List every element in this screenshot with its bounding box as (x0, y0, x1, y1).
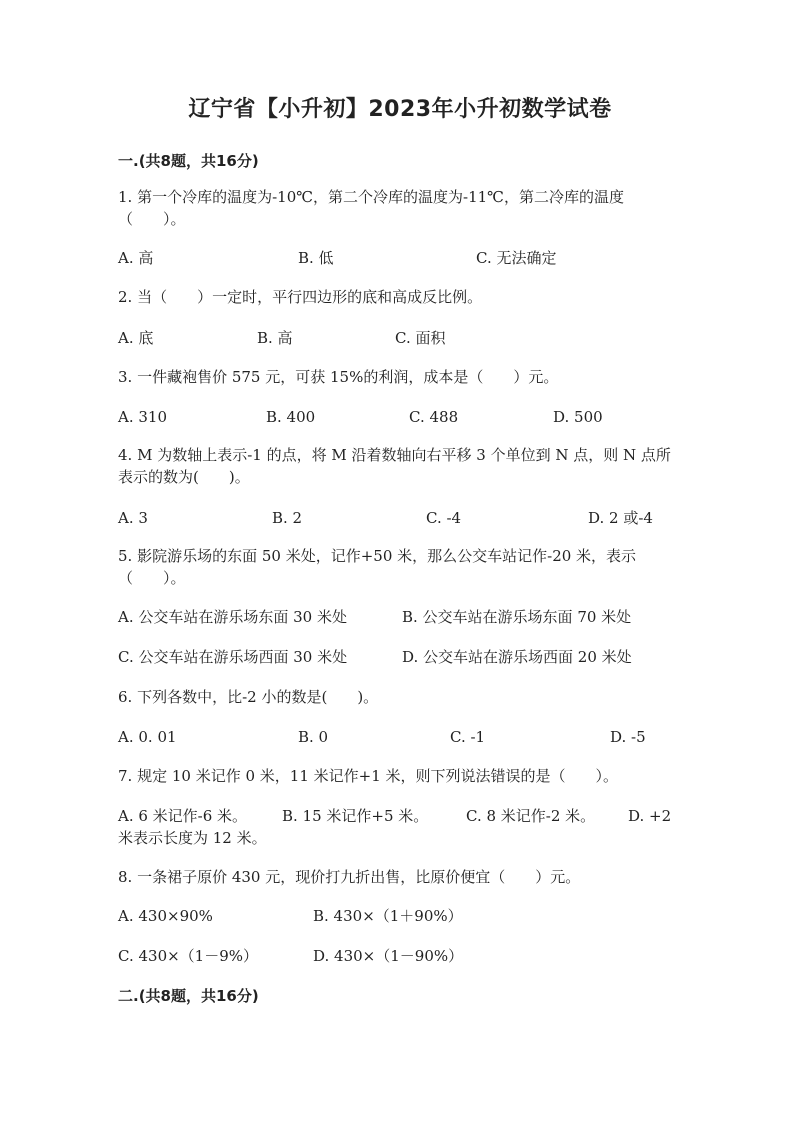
question-2: 2. 当（ ）一定时，平行四边形的底和高成反比例。 (118, 288, 483, 306)
question-4: 4. M 为数轴上表示-1 的点，将 M 沿着数轴向右平移 3 个单位到 N 点，则 N 点所表示的数为( )。 (118, 446, 671, 486)
q7-option-a: A. 6 米记作-6 米。 (118, 807, 248, 825)
q4-option-b: B. 2 (272, 509, 303, 527)
q6-option-c: C. -1 (450, 728, 486, 746)
q5-option-a: A. 公交车站在游乐场东面 30 米处 (118, 608, 347, 626)
q8-option-b: B. 430×（1＋90%） (313, 907, 463, 925)
q6-option-a: A. 0. 01 (118, 728, 177, 746)
q1-option-a: A. 高 (118, 249, 154, 267)
q7-option-d-continued: 米表示长度为 12 米。 (118, 829, 267, 847)
q2-option-b: B. 高 (257, 329, 293, 347)
q2-option-a: A. 底 (118, 329, 154, 347)
q7-option-d: D. +2 (628, 807, 672, 825)
q8-option-d: D. 430×（1－90%） (313, 947, 464, 965)
q8-option-c: C. 430×（1－9%） (118, 947, 259, 965)
section-heading-1: 一.(共8题，共16分) (118, 152, 259, 170)
question-1: 1. 第一个冷库的温度为-10℃，第二个冷库的温度为-11℃，第二冷库的温度（ ）。 (118, 188, 624, 228)
q4-option-a: A. 3 (118, 509, 148, 527)
q5-option-d: D. 公交车站在游乐场西面 20 米处 (402, 648, 632, 666)
question-6: 6. 下列各数中，比-2 小的数是( )。 (118, 688, 379, 706)
q1-option-b: B. 低 (298, 249, 334, 267)
page-title: 辽宁省【小升初】2023年小升初数学试卷 (188, 97, 612, 122)
q2-option-c: C. 面积 (395, 329, 446, 347)
q5-option-c: C. 公交车站在游乐场西面 30 米处 (118, 648, 348, 666)
q7-option-c: C. 8 米记作-2 米。 (466, 807, 596, 825)
q7-option-b: B. 15 米记作+5 米。 (282, 807, 429, 825)
q3-option-c: C. 488 (409, 408, 459, 426)
q4-option-c: C. -4 (426, 509, 462, 527)
q3-option-a: A. 310 (118, 408, 167, 426)
question-8: 8. 一条裙子原价 430 元，现价打九折出售，比原价便宜（ ）元。 (118, 868, 581, 886)
q6-option-b: B. 0 (298, 728, 329, 746)
q6-option-d: D. -5 (610, 728, 646, 746)
q4-option-d: D. 2 或-4 (588, 509, 653, 527)
q1-option-c: C. 无法确定 (476, 249, 557, 267)
q5-option-b: B. 公交车站在游乐场东面 70 米处 (402, 608, 632, 626)
q3-option-b: B. 400 (266, 408, 316, 426)
question-3: 3. 一件藏袍售价 575 元，可获 15%的利润，成本是（ ）元。 (118, 368, 559, 386)
section-heading-2: 二.(共8题，共16分) (118, 987, 259, 1005)
q8-option-a: A. 430×90% (118, 907, 213, 925)
q3-option-d: D. 500 (553, 408, 603, 426)
question-5: 5. 影院游乐场的东面 50 米处，记作+50 米，那么公交车站记作-20 米，表示（ ）。 (118, 547, 637, 587)
question-7: 7. 规定 10 米记作 0 米，11 米记作+1 米，则下列说法错误的是（ ）。 (118, 767, 619, 785)
